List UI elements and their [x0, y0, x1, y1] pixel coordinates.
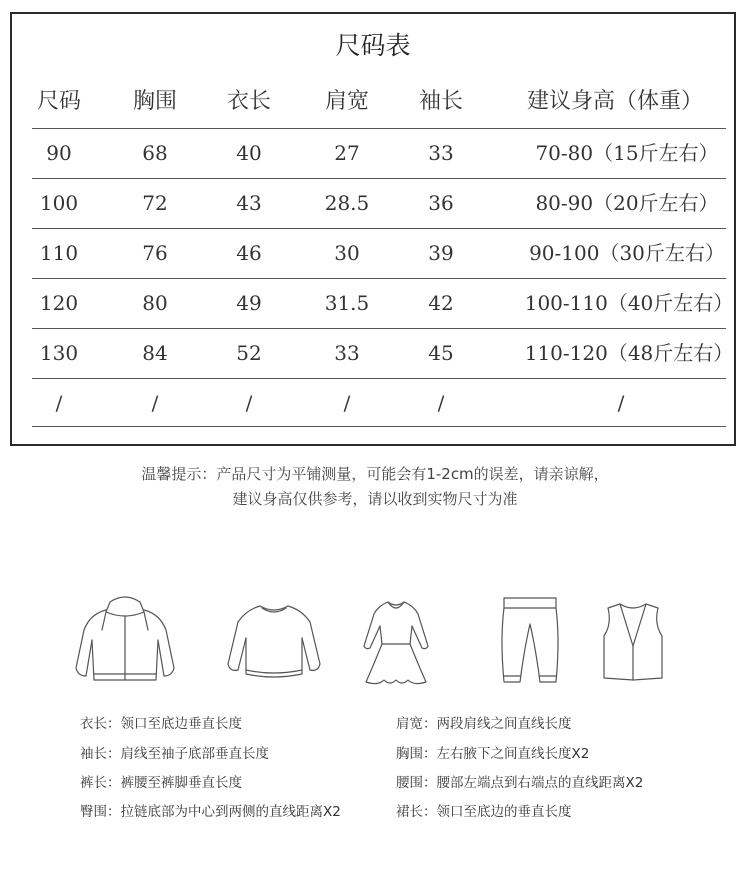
cell-size: 100	[39, 191, 79, 215]
table-row	[32, 128, 726, 177]
cell-size: 90	[46, 141, 72, 165]
cell-chest: 68	[142, 141, 168, 165]
cell-sleeve: 36	[428, 191, 454, 215]
sweatshirt-icon	[222, 590, 326, 690]
header-sleeve: 袖长	[418, 89, 464, 114]
header-shoulder: 肩宽	[324, 89, 370, 114]
cell-shoulder: 33	[334, 341, 360, 365]
cell-size: /	[55, 391, 63, 415]
cell-shoulder: /	[343, 391, 351, 415]
definition-left-1: 衣长：领口至底边垂直长度	[80, 716, 242, 732]
cell-recommended-height: 110-120（48斤左右）	[524, 341, 734, 365]
header-chest: 胸围	[132, 89, 178, 114]
cell-length: 46	[236, 241, 262, 265]
table-row	[32, 328, 734, 377]
table-row	[32, 278, 734, 327]
cell-shoulder: 27	[334, 141, 360, 165]
cell-chest: 76	[142, 241, 168, 265]
cell-shoulder: 31.5	[324, 291, 370, 315]
cell-recommended-height: 100-110（40斤左右）	[524, 291, 734, 315]
notice-line-1: 温馨提示：产品尺寸为平铺测量，可能会有1-2cm的误差，请亲谅解，	[141, 465, 609, 483]
definition-right-4: 裙长：领口至底边的垂直长度	[396, 804, 572, 820]
definition-right-1: 肩宽：两段肩线之间直线长度	[396, 716, 572, 732]
table-row	[32, 228, 726, 277]
cell-size: 110	[39, 241, 79, 265]
pants-icon	[494, 590, 566, 690]
size-table	[10, 12, 736, 446]
definition-left-2: 袖长：肩线至袖子底部垂直长度	[80, 746, 269, 762]
cell-size: 120	[39, 291, 79, 315]
header-recommended-height: 建议身高（体重）	[526, 89, 704, 114]
cell-length: 43	[236, 191, 262, 215]
definition-right-2: 胸围：左右腋下之间直线长度X2	[396, 746, 590, 762]
cell-length: 49	[236, 291, 262, 315]
cell-chest: 80	[142, 291, 168, 315]
table-row	[32, 178, 726, 227]
definition-left-4: 臀围：拉链底部为中心到两侧的直线距离X2	[80, 804, 341, 820]
cell-length: 40	[236, 141, 262, 165]
cell-chest: 84	[142, 341, 168, 365]
cell-shoulder: 30	[334, 241, 360, 265]
cell-recommended-height: 90-100（30斤左右）	[529, 241, 725, 265]
cell-recommended-height: 80-90（20斤左右）	[535, 191, 719, 215]
cell-chest: /	[151, 391, 159, 415]
definition-right-3: 腰围：腰部左端点到右端点的直线距离X2	[396, 775, 644, 791]
cell-sleeve: /	[437, 391, 445, 415]
cell-length: /	[245, 391, 253, 415]
notice-line-2: 建议身高仅供参考，请以收到实物尺寸为准	[232, 490, 518, 508]
cell-sleeve: 45	[428, 341, 454, 365]
cell-length: 52	[236, 341, 262, 365]
cell-size: 130	[39, 341, 79, 365]
cell-sleeve: 33	[428, 141, 454, 165]
vest-icon	[598, 590, 668, 690]
header-size: 尺码	[36, 89, 82, 114]
garment-illustrations	[0, 590, 750, 700]
table-title: 尺码表	[335, 31, 411, 60]
header-length: 衣长	[226, 89, 272, 114]
cell-recommended-height: 70-80（15斤左右）	[535, 141, 719, 165]
cell-sleeve: 39	[428, 241, 454, 265]
table-bottom-rule	[32, 426, 726, 427]
cell-chest: 72	[142, 191, 168, 215]
table-row	[32, 378, 726, 427]
cell-sleeve: 42	[428, 291, 454, 315]
hooded-jacket-icon	[70, 590, 180, 690]
cell-recommended-height: /	[617, 391, 625, 415]
definition-left-3: 裤长：裤腰至裤脚垂直长度	[80, 775, 242, 791]
size-notice	[0, 462, 750, 512]
dress-icon	[358, 590, 434, 690]
table-header-row	[12, 80, 734, 124]
cell-shoulder: 28.5	[324, 191, 370, 215]
